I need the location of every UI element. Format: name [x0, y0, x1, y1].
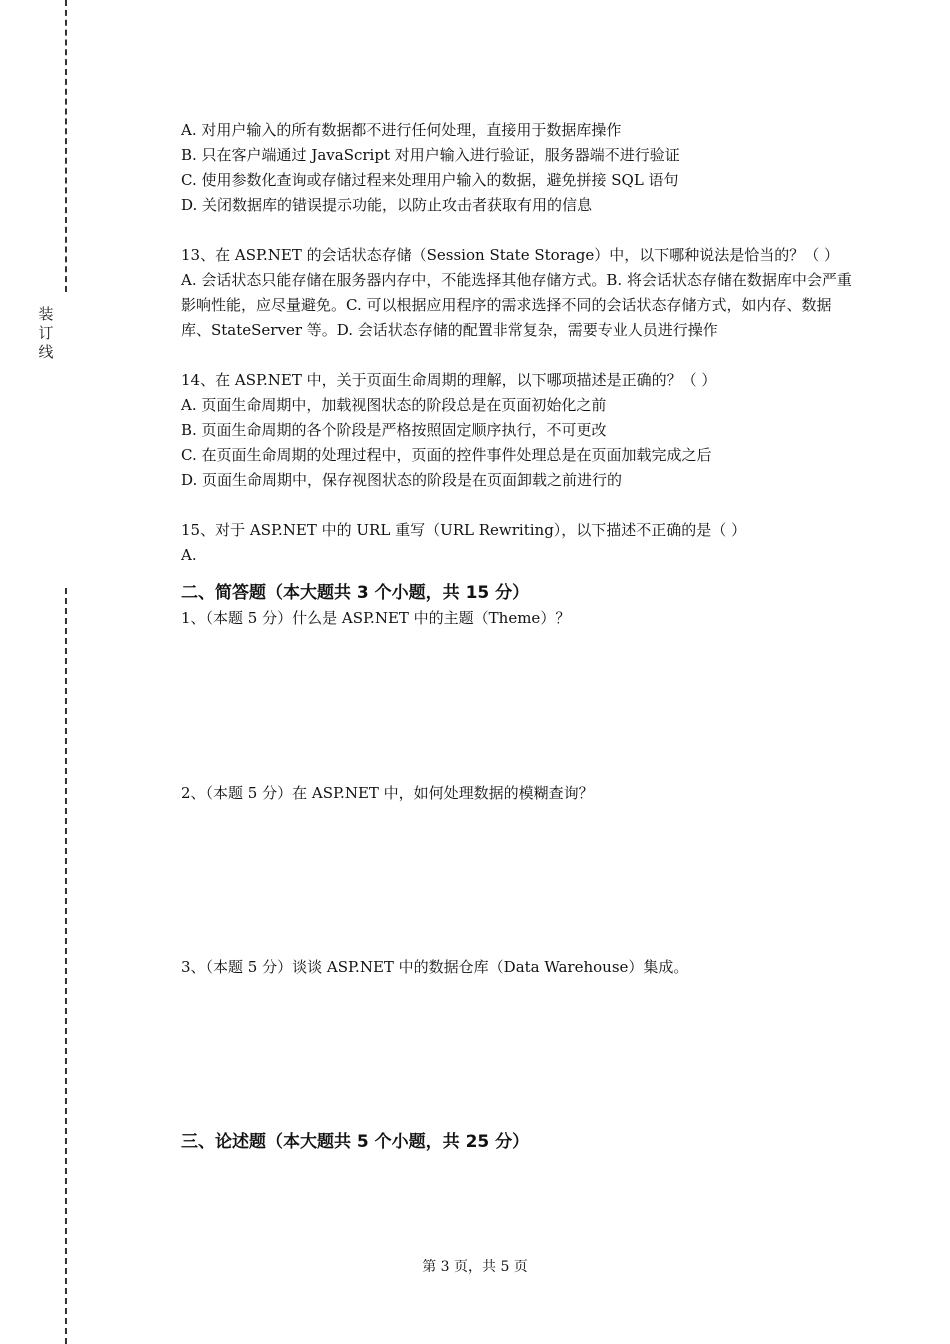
answer-space	[181, 631, 853, 781]
section-2-title: 二、简答题（本大题共 3 个小题，共 15 分）	[181, 583, 530, 603]
binding-char: 订	[38, 324, 54, 342]
option-line: A.	[181, 546, 197, 564]
answer-space	[181, 980, 853, 1130]
question-14	[181, 368, 853, 493]
short-answer-question: 3、（本题 5 分）谈谈 ASP.NET 中的数据仓库（Data Warehouse）集成。	[181, 958, 689, 976]
exam-content	[181, 118, 853, 1155]
question-12-options	[181, 118, 853, 218]
option-line: A. 页面生命周期中，加载视图状态的阶段总是在页面初始化之前	[181, 396, 607, 414]
page-footer: 第 3 页，共 5 页	[422, 1259, 528, 1275]
short-answer-question: 1、（本题 5 分）什么是 ASP.NET 中的主题（Theme）？	[181, 609, 571, 627]
answer-space	[181, 806, 853, 955]
short-answer-question: 2、（本题 5 分）在 ASP.NET 中，如何处理数据的模糊查询？	[181, 784, 594, 802]
option-line: D. 页面生命周期中，保存视图状态的阶段是在页面卸载之前进行的	[181, 471, 623, 489]
question-options-paragraph: A. 会话状态只能存储在服务器内存中，不能选择其他存储方式。B. 将会话状态存储在数据库中会严重影响性能，应尽量避免。C. 可以根据应用程序的需求选择不同的会话状态存储方式，如内存、数据库、StateServer 等。D. 会话状态存储的配置非常复杂，需要专业人员进行操作	[181, 271, 852, 339]
spacer	[181, 343, 853, 368]
spacer	[181, 218, 853, 243]
binding-char: 线	[38, 343, 54, 361]
question-15	[181, 518, 853, 568]
binding-char: 装	[38, 305, 54, 323]
option-line: B. 页面生命周期的各个阶段是严格按照固定顺序执行，不可更改	[181, 421, 607, 439]
option-line: C. 在页面生命周期的处理过程中，页面的控件事件处理总是在页面加载完成之后	[181, 446, 712, 464]
option-line: B. 只在客户端通过 JavaScript 对用户输入进行验证，服务器端不进行验证	[181, 146, 680, 164]
binding-dashed-line-top	[65, 0, 67, 292]
question-13	[181, 243, 853, 343]
question-stem: 13、在 ASP.NET 的会话状态存储（Session State Storage）中，以下哪种说法是恰当的？（ ）	[181, 246, 840, 264]
question-stem: 15、对于 ASP.NET 中的 URL 重写（URL Rewriting），以下描述不正确的是（ ）	[181, 521, 747, 539]
question-stem: 14、在 ASP.NET 中，关于页面生命周期的理解，以下哪项描述是正确的？（ ）	[181, 371, 717, 389]
section-3-title: 三、论述题（本大题共 5 个小题，共 25 分）	[181, 1132, 530, 1152]
option-line: C. 使用参数化查询或存储过程来处理用户输入的数据，避免拼接 SQL 语句	[181, 171, 679, 189]
option-line: D. 关闭数据库的错误提示功能，以防止攻击者获取有用的信息	[181, 196, 593, 214]
binding-dashed-line-bottom	[65, 588, 67, 1344]
option-line: A. 对用户输入的所有数据都不进行任何处理，直接用于数据库操作	[181, 121, 622, 139]
binding-label	[38, 305, 54, 362]
spacer	[181, 493, 853, 518]
